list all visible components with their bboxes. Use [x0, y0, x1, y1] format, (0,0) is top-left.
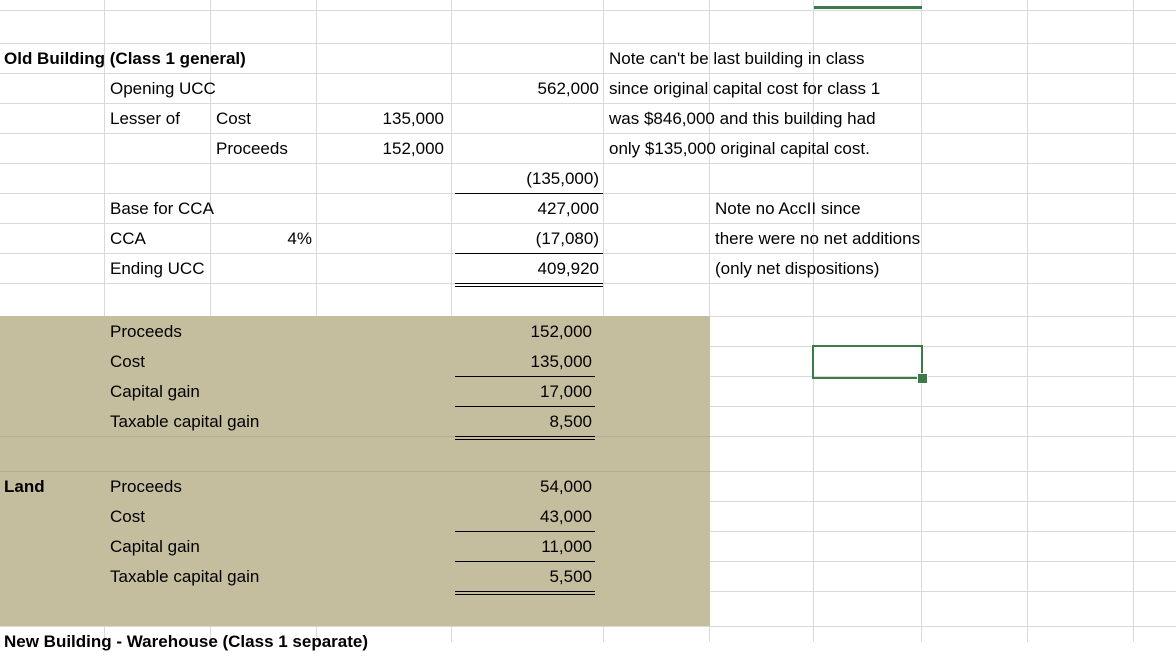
gridline	[1027, 0, 1028, 642]
gridline	[0, 471, 710, 472]
gain-cost-value[interactable]: 135,000	[530, 352, 592, 371]
cost-value[interactable]: 135,000	[382, 109, 444, 128]
capital-gain-value[interactable]: 17,000	[540, 382, 592, 401]
double-underline	[455, 283, 603, 287]
land-proceeds-label[interactable]: Proceeds	[110, 477, 182, 496]
selected-cell[interactable]	[812, 345, 923, 379]
land-header[interactable]: Land	[4, 477, 45, 496]
land-proceeds-value[interactable]: 54,000	[540, 477, 592, 496]
lesser-of-label[interactable]: Lesser of	[110, 109, 180, 128]
fill-handle[interactable]	[917, 373, 928, 384]
gridline	[0, 10, 1176, 11]
cca-label[interactable]: CCA	[110, 229, 146, 248]
gridline	[1133, 0, 1134, 642]
land-gain-value[interactable]: 11,000	[541, 537, 592, 556]
note-line[interactable]: only $135,000 original capital cost.	[609, 139, 870, 158]
double-underline	[455, 591, 595, 595]
note-line[interactable]: Note can't be last building in class	[609, 49, 865, 68]
note-line[interactable]: since original capital cost for class 1	[609, 79, 881, 98]
gridline	[0, 436, 710, 437]
capital-gain-label[interactable]: Capital gain	[110, 382, 200, 401]
taxable-gain-value[interactable]: 8,500	[549, 412, 592, 431]
ending-ucc-value[interactable]: 409,920	[537, 259, 599, 278]
gain-cost-label[interactable]: Cost	[110, 352, 145, 371]
note-line[interactable]: was $846,000 and this building had	[609, 109, 876, 128]
base-for-cca-label[interactable]: Base for CCA	[110, 199, 214, 218]
gridline	[921, 0, 922, 642]
deduction-value[interactable]: (135,000)	[526, 169, 599, 188]
gain-proceeds-value[interactable]: 152,000	[530, 322, 592, 341]
cca-rate[interactable]: 4%	[287, 229, 312, 248]
new-building-header[interactable]: New Building - Warehouse (Class 1 separate)	[4, 632, 369, 651]
land-taxable-label[interactable]: Taxable capital gain	[110, 567, 260, 586]
land-taxable-value[interactable]: 5,500	[549, 567, 592, 586]
land-gain-label[interactable]: Capital gain	[110, 537, 200, 556]
note-line[interactable]: there were no net additions	[715, 229, 921, 248]
note-line[interactable]: Note no AccII since	[715, 199, 861, 218]
cost-label[interactable]: Cost	[216, 109, 251, 128]
taxable-gain-label[interactable]: Taxable capital gain	[110, 412, 260, 431]
active-column-indicator	[814, 6, 922, 9]
proceeds-label[interactable]: Proceeds	[216, 139, 288, 158]
base-for-cca-value[interactable]: 427,000	[537, 199, 599, 218]
ending-ucc-label[interactable]: Ending UCC	[110, 259, 205, 278]
proceeds-value[interactable]: 152,000	[382, 139, 444, 158]
opening-ucc-value[interactable]: 562,000	[537, 79, 599, 98]
double-underline	[455, 436, 595, 440]
old-building-header[interactable]: Old Building (Class 1 general)	[4, 49, 246, 68]
cca-value[interactable]: (17,080)	[535, 229, 599, 248]
opening-ucc-label[interactable]: Opening UCC	[110, 79, 216, 98]
land-cost-value[interactable]: 43,000	[540, 507, 592, 526]
gain-proceeds-label[interactable]: Proceeds	[110, 322, 182, 341]
note-line[interactable]: (only net dispositions)	[715, 259, 880, 278]
land-cost-label[interactable]: Cost	[110, 507, 145, 526]
